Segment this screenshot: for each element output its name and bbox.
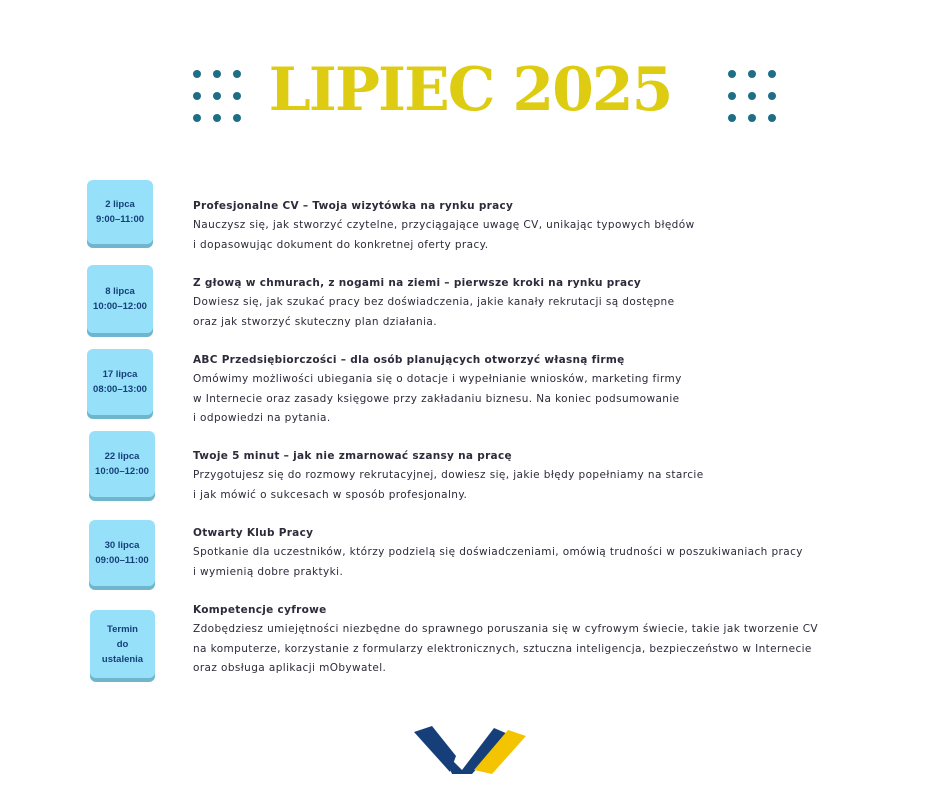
description-line: Omówimy możliwości ubiegania się o dotacje i wypełnianie wniosków, marketing firmy bbox=[193, 373, 682, 385]
event-content bbox=[193, 274, 908, 332]
event-content bbox=[193, 601, 923, 679]
description-line: Zdobędziesz umiejętności niezbędne do sprawnego poruszania się w cyfrowym świecie, takie jak tworzenie CV bbox=[193, 623, 819, 635]
description-line: Dowiesz się, jak szukać pracy bez doświadczenia, jakie kanały rekrutacji są dostępne bbox=[193, 296, 675, 308]
event-title: ABC Przedsiębiorczości – dla osób planujących otworzyć własną firmę bbox=[193, 354, 625, 366]
event-time: 10:00–12:00 bbox=[93, 301, 147, 312]
event-date-badge bbox=[87, 180, 153, 244]
event-date-badge bbox=[90, 610, 155, 678]
event-date: 17 lipca bbox=[102, 369, 138, 380]
page-header bbox=[0, 48, 940, 138]
event-date: 30 lipca bbox=[104, 540, 140, 551]
event-content bbox=[193, 524, 908, 582]
event-description bbox=[193, 620, 923, 679]
description-line: i odpowiedzi na pytania. bbox=[193, 412, 331, 424]
description-line: oraz jak stworzyć skuteczny plan działania. bbox=[193, 315, 437, 328]
event-date-badge bbox=[87, 265, 153, 333]
event-date: Termin bbox=[107, 623, 138, 635]
logo-icon bbox=[412, 722, 528, 774]
event-content bbox=[193, 197, 908, 255]
event-content bbox=[193, 447, 908, 505]
event-time: 9:00–11:00 bbox=[95, 214, 145, 225]
description-line: w Internecie oraz zasady księgowe przy zakładaniu biznesu. Na koniec podsumowanie bbox=[193, 392, 680, 405]
event-description bbox=[193, 370, 908, 429]
event-description bbox=[193, 216, 908, 255]
event-title: Z głową w chmurach, z nogami na ziemi – pierwsze kroki na rynku pracy bbox=[193, 277, 642, 289]
event-content bbox=[193, 351, 908, 429]
event-date: 22 lipca bbox=[104, 451, 140, 462]
event-description bbox=[193, 543, 908, 582]
description-line: i dopasowując dokument do konkretnej oferty pracy. bbox=[193, 238, 489, 251]
event-date: 2 lipca bbox=[105, 199, 135, 210]
event-time-continued: ustalenia bbox=[101, 653, 144, 665]
description-line: Spotkanie dla uczestników, którzy podzielą się doświadczeniami, omówią trudności w poszukiwaniach pracy bbox=[193, 546, 803, 558]
event-date-badge bbox=[89, 431, 155, 497]
description-line: i wymienią dobre praktyki. bbox=[193, 565, 344, 578]
event-description bbox=[193, 466, 908, 505]
page-title: LIPIEC 2025 bbox=[268, 55, 672, 125]
description-line: na komputerze, korzystanie z formularzy elektronicznych, sztuczna inteligencja, bezpieczeństwo w Internecie bbox=[193, 642, 812, 655]
description-line: oraz obsługa aplikacji mObywatel. bbox=[193, 662, 387, 674]
event-time: 10:00–12:00 bbox=[95, 466, 149, 477]
event-date-badge bbox=[89, 520, 155, 586]
event-time: 09:00–11:00 bbox=[95, 555, 149, 566]
description-line: i jak mówić o sukcesach w sposób profesjonalny. bbox=[193, 488, 468, 501]
event-title: Profesjonalne CV – Twoja wizytówka na rynku pracy bbox=[193, 200, 514, 212]
event-title: Twoje 5 minut – jak nie zmarnować szansy na pracę bbox=[193, 450, 512, 462]
event-date: 8 lipca bbox=[105, 286, 135, 297]
event-time: do bbox=[116, 638, 129, 650]
event-title: Otwarty Klub Pracy bbox=[193, 527, 314, 539]
event-description bbox=[193, 293, 908, 332]
description-line: Przygotujesz się do rozmowy rekrutacyjnej, dowiesz się, jakie błędy popełniamy na starcie bbox=[193, 469, 704, 481]
event-time: 08:00–13:00 bbox=[93, 384, 147, 395]
event-date-badge bbox=[87, 349, 153, 415]
event-title: Kompetencje cyfrowe bbox=[193, 604, 327, 616]
description-line: Nauczysz się, jak stworzyć czytelne, przyciągające uwagę CV, unikając typowych błędów bbox=[193, 219, 695, 231]
